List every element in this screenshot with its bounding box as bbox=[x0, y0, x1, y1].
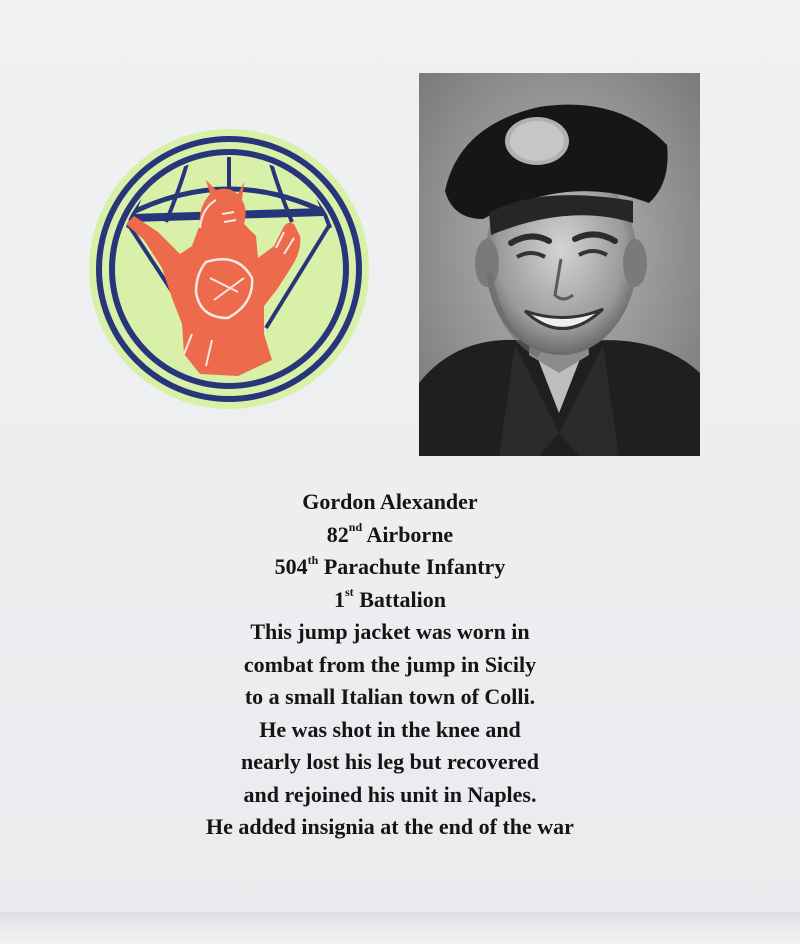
regiment-line: 504th Parachute Infantry bbox=[274, 552, 506, 579]
battalion-line: 1st Battalion bbox=[334, 585, 446, 612]
division-line: 82nd Airborne bbox=[326, 520, 454, 547]
story-line: combat from the jump in Sicily bbox=[243, 651, 537, 677]
soldier-portrait-photo bbox=[419, 73, 700, 456]
story-line: and rejoined his unit in Naples. bbox=[243, 781, 537, 807]
card-bottom-edge bbox=[0, 912, 800, 944]
story-line: He was shot in the knee and bbox=[259, 716, 521, 742]
story-line: He added insignia at the end of the war bbox=[206, 814, 574, 839]
504th-parachute-infantry-devil-insignia-icon bbox=[88, 128, 370, 410]
caption-block bbox=[100, 486, 680, 844]
soldier-name: Gordon Alexander bbox=[302, 489, 478, 514]
story-line: This jump jacket was worn in bbox=[250, 619, 530, 644]
story-line: nearly lost his leg but recovered bbox=[241, 749, 539, 774]
story-line: to a small Italian town of Colli. bbox=[244, 684, 536, 709]
